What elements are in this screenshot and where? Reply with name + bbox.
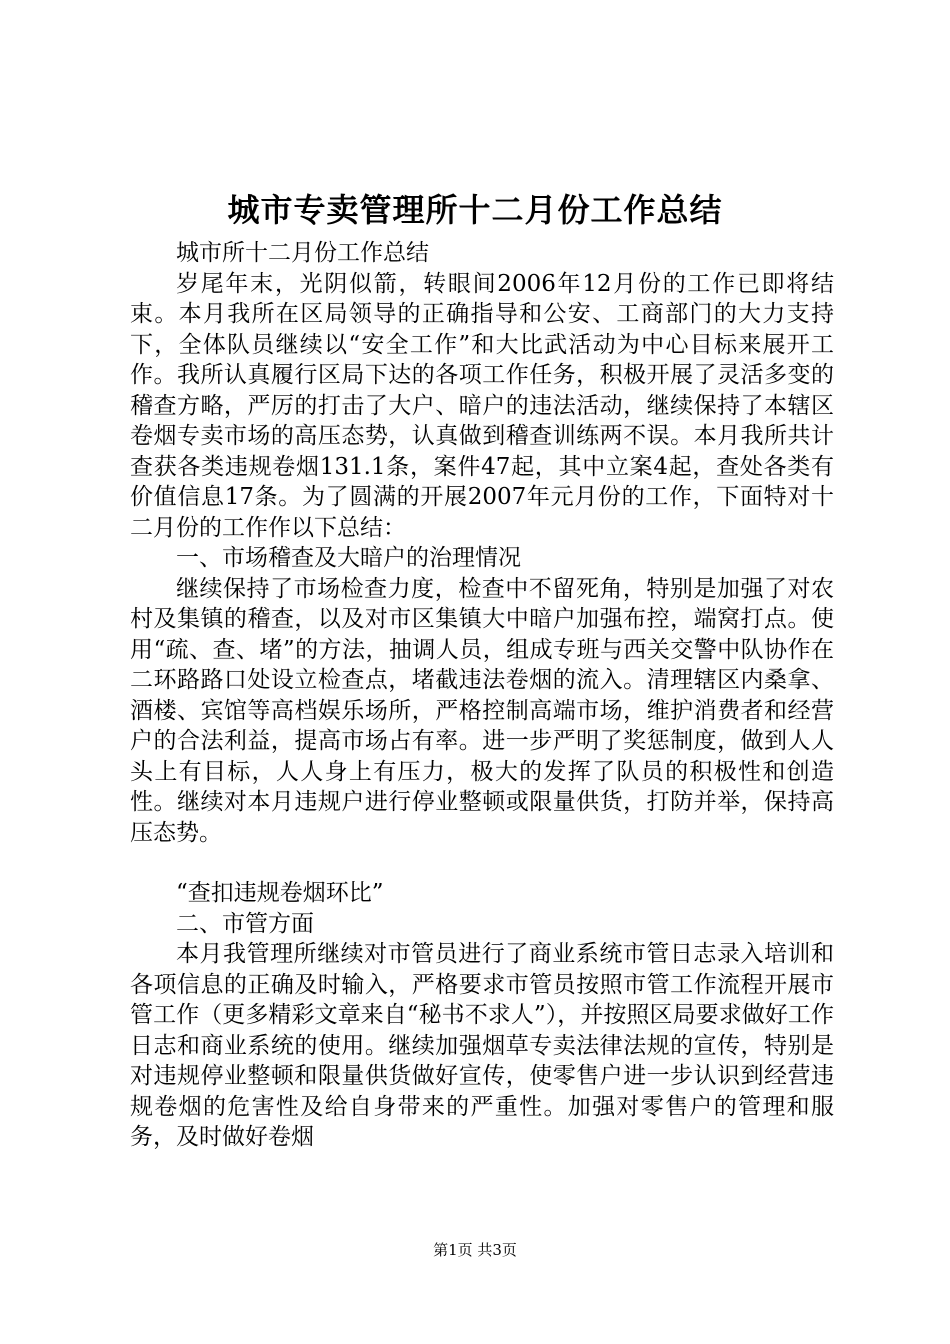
document-body xyxy=(130,238,834,1153)
subtitle-paragraph: 城市所十二月份工作总结 xyxy=(176,240,429,266)
section-heading-market-management: 二、市管方面 xyxy=(176,910,314,937)
intro-paragraph: 岁尾年末，光阴似箭，转眼间2006年12月份的工作已即将结束。本月我所在区局领导的正确指导和公安、工商部门的大力支持下，全体队员继续以“安全工作”和大比武活动为中心目标来展开工作。我所认真履行区局下达的各项工作任务，积极开展了灵活多变的稽查方略，严厉的打击了大户、暗户的违法活动，继续保持了本辖区卷烟专卖市场的高压态势，认真做到稽查训练两不误。本月我所共计查获各类违规卷烟131.1条，案件47起，其中立案4起，查处各类有价值信息17条。为了圆满的开展2007年元月份的工作，下面特对十二月份的工作作以下总结： xyxy=(130,270,834,541)
page-total: 共3页 xyxy=(477,1241,517,1259)
chart-caption: “查扣违规卷烟环比” xyxy=(176,880,384,906)
page-number: 第1页 xyxy=(433,1241,473,1259)
page-footer xyxy=(0,1240,950,1260)
section-heading-market-inspection: 一、市场稽查及大暗户的治理情况 xyxy=(176,545,521,571)
market-management-paragraph: 本月我管理所继续对市管员进行了商业系统市管日志录入培训和各项信息的正确及时输入，严格要求市管员按照市管工作流程开展市管工作（更多精彩文章来自“秘书不求人”），并按照区局要求做好工作日志和商业系统的使用。继续加强烟草专卖法律法规的宣传，特别是对违规停业整顿和限量供货做好宣传，使零售户进一步认识到经营违规卷烟的危害性及给自身带来的严重性。加强对零售户的管理和服务，及时做好卷烟 xyxy=(130,941,834,1150)
document-title: 城市专卖管理所十二月份工作总结 xyxy=(227,191,723,229)
market-inspection-paragraph: 继续保持了市场检查力度，检查中不留死角，特别是加强了对农村及集镇的稽查，以及对市区集镇大中暗户加强布控，端窝打点。使用“疏、查、堵”的方法，抽调人员，组成专班与西关交警中队协作在二环路路口处设立检查点，堵截违法卷烟的流入。清理辖区内桑拿、酒楼、宾馆等高档娱乐场所，严格控制高端市场，维护消费者和经营户的合法利益，提高市场占有率。进一步严明了奖惩制度，做到人人头上有目标，人人身上有压力，极大的发挥了队员的积极性和创造性。继续对本月违规户进行停业整顿或限量供货，打防并举，保持高压态势。 xyxy=(130,575,834,846)
